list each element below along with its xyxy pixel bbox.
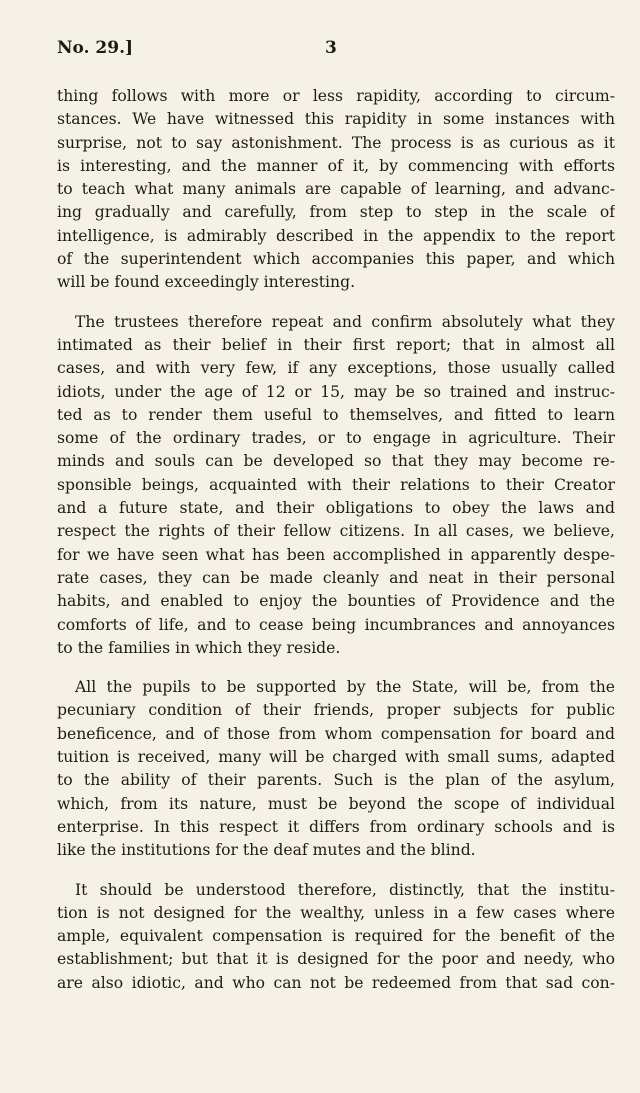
text-line: All the pupils to be supported by the State, will be, from the [75, 678, 615, 697]
text-line: and a future state, and their obligations to obey the laws and [57, 499, 615, 518]
paragraph-1 [57, 85, 615, 295]
text-line: stances. We have witnessed this rapidity in some instances with [57, 110, 615, 129]
text-line: to the ability of their parents. Such is the plan of the asylum, [57, 771, 615, 790]
text-line: for we have seen what has been accomplished in apparently despe- [57, 545, 615, 564]
text-line: establishment; but that it is designed for the poor and needy, who [57, 950, 615, 969]
text-line: comforts of life, and to cease being incumbrances and annoyances [57, 615, 615, 634]
body-text [57, 85, 615, 1011]
paragraph-2 [57, 311, 615, 660]
page-header [57, 38, 583, 62]
text-line: enterprise. In this respect it differs from ordinary schools and is [57, 817, 615, 836]
text-line: are also idiotic, and who can not be redeemed from that sad con- [57, 973, 615, 992]
text-line: minds and souls can be developed so that they may become re- [57, 452, 615, 471]
text-line: tuition is received, many will be charged with small sums, adapted [57, 748, 615, 767]
text-line: will be found exceedingly interesting. [57, 273, 356, 292]
text-line: to teach what many animals are capable of learning, and advanc- [57, 180, 615, 199]
text-line: like the institutions for the deaf mutes and the blind. [57, 841, 476, 860]
paragraph-4 [57, 879, 615, 995]
text-line: is interesting, and the manner of it, by commencing with efforts [57, 156, 615, 175]
text-line: beneficence, and of those from whom compensation for board and [57, 724, 615, 743]
text-line: ample, equivalent compensation is required for the benefit of the [57, 927, 615, 946]
text-line: of the superintendent which accompanies this paper, and which [57, 250, 615, 269]
paragraph-3 [57, 676, 615, 862]
text-line: It should be understood therefore, distinctly, that the institu- [75, 880, 615, 899]
text-line: which, from its nature, must be beyond the scope of individual [57, 794, 615, 813]
text-line: surprise, not to say astonishment. The process is as curious as it [57, 133, 615, 152]
text-line: cases, and with very few, if any exceptions, those usually called [57, 359, 615, 378]
text-line: intimated as their belief in their first report; that in almost all [57, 335, 615, 354]
text-line: intelligence, is admirably described in the appendix to the report [57, 226, 615, 245]
text-line: habits, and enabled to enjoy the bounties of Providence and the [57, 592, 615, 611]
text-line: some of the ordinary trades, or to engage in agriculture. Their [57, 429, 615, 448]
page-number: 3 [325, 38, 337, 58]
text-line: sponsible beings, acquainted with their relations to their Creator [57, 475, 615, 494]
text-line: ted as to render them useful to themselves, and fitted to learn [57, 405, 615, 424]
text-line: thing follows with more or less rapidity, according to circum- [57, 87, 615, 105]
text-line: The trustees therefore repeat and confirm absolutely what they [75, 312, 615, 331]
text-line: pecuniary condition of their friends, proper subjects for public [57, 701, 615, 720]
text-line: tion is not designed for the wealthy, unless in a few cases where [57, 903, 615, 922]
text-line: ing gradually and carefully, from step to step in the scale of [57, 203, 615, 222]
text-line: respect the rights of their fellow citizens. In all cases, we believe, [57, 522, 615, 541]
text-line: to the families in which they reside. [57, 638, 341, 657]
text-line: idiots, under the age of 12 or 15, may be so trained and instruc- [57, 382, 615, 401]
text-line: rate cases, they can be made cleanly and neat in their personal [57, 568, 615, 587]
running-head: No. 29.] [57, 38, 134, 58]
